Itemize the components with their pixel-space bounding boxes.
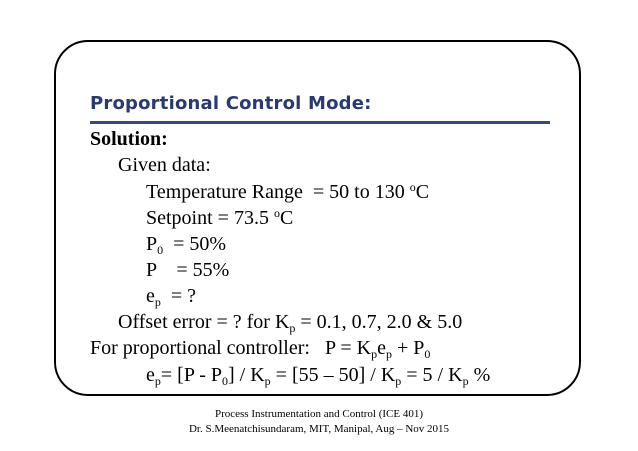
solution-label: Solution: <box>90 128 168 150</box>
footer-author: Dr. S.Meenatchisundaram, MIT, Manipal, Aug – Nov 2015 <box>188 423 450 435</box>
ep-calculation-line: $e_p= [P - P_0] / K_p = [55 - 50] / K_p = 5 / K_p$ % <box>146 364 491 388</box>
footer-course: Process Instrumentation and Control (ICE 401) <box>214 408 424 420</box>
slide-title: Proportional Control Mode: <box>90 93 372 114</box>
p0-line: $P_0 = 50\%$ <box>146 233 227 257</box>
temperature-range-line: Temperature Range = 50 to 130 $^o$C <box>146 180 430 203</box>
p-line: P = 55% <box>146 259 230 281</box>
offset-error-line: Offset error = ? for $K_p = 0.1$, 0.7, 2.0 & 5.0 <box>118 311 463 335</box>
controller-equation-line: For proportional controller: $P = K_pe_p + P_0$ <box>90 337 431 361</box>
given-data-label: Given data: <box>118 154 211 176</box>
ep-line: $e_p$ = ? <box>146 285 197 309</box>
setpoint-line: Setpoint = 73.5 $^o$C <box>146 206 294 229</box>
title-underline <box>90 121 550 124</box>
